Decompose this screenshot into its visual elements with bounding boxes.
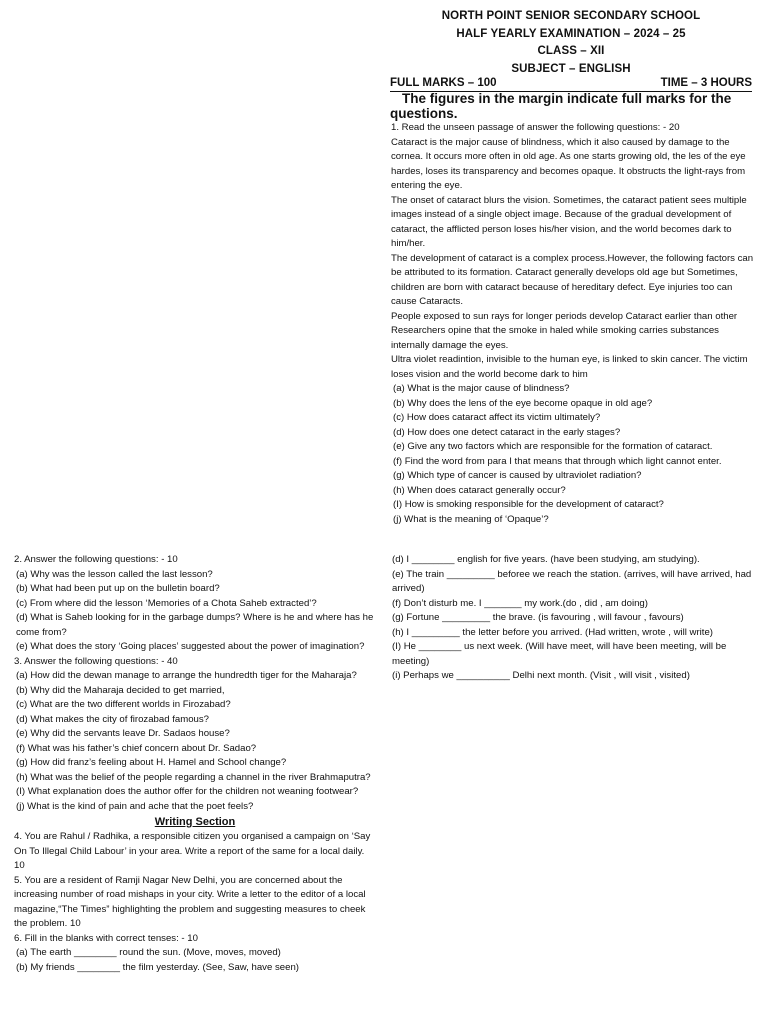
sub-question: (c) What are the two different worlds in Firozabad? <box>16 699 231 710</box>
sub-question: (e) Why did the servants leave Dr. Sadaos house? <box>16 728 230 739</box>
fill-blank-item: (d) I ________ english for five years. (have been studying, am studying). <box>392 554 700 565</box>
sub-question: (h) What was the belief of the people regarding a channel in the river Brahmaputra? <box>16 771 371 783</box>
passage-paragraph: People exposed to sun rays for longer periods develop Cataract earlier than other Researchers opine that the smoke in haled while smoking carries substances internally damage the eyes. <box>391 310 738 351</box>
passage-paragraph: The onset of cataract blurs the vision. Sometimes, the cataract patient sees multiple images instead of a single object image. Because of the gradual development of cataract, the afflicted person loses his/her vision, and the world becomes dark to him/her. <box>391 194 747 249</box>
fill-blank-item: (I) He ________ us next week. (Will have meet, will have been meeting, will be meeting) <box>392 641 727 667</box>
fill-blank-item: (g) Fortune _________ the brave. (is favouring , will favour , favours) <box>392 612 684 623</box>
sub-question: (f) Find the word from para I that means that through which light cannot enter. <box>393 455 722 467</box>
writing-section-heading: Writing Section <box>154 816 236 828</box>
passage-paragraph: Ultra violet readintion, invisible to the human eye, is linked to skin cancer. The victim loses vision and the world become dark to him <box>391 354 748 380</box>
question-5: 5. You are a resident of Ramji Nagar New Delhi, you are concerned about the increasing number of road mishaps in your city. Write a letter to the editor of a local magazine,“The Times” highlighting the problem and suggesting measures to cheek the problem. 10 <box>14 874 366 929</box>
sub-question: (j) What is the meaning of ‘Opaque’? <box>393 513 549 525</box>
sub-question: (I) What explanation does the author offer for the children not weaning footwear? <box>16 786 359 797</box>
sub-question: (b) What had been put up on the bulletin board? <box>16 583 220 594</box>
sub-question: (j) What is the kind of pain and ache that the poet feels? <box>16 800 254 812</box>
fill-blank-item: (h) I _________ the letter before you arrived. (Had written, wrote , will write) <box>392 626 714 638</box>
right-bottom-column <box>392 553 756 684</box>
sub-question: (c) From where did the lesson ‘Memories of a Chota Saheb extracted’? <box>16 597 317 609</box>
fill-blank-item: (a) The earth ________ round the sun. (Move, moves, moved) <box>16 947 281 958</box>
sub-question: (d) How does one detect cataract in the early stages? <box>393 426 621 438</box>
question-1-heading: 1. Read the unseen passage of answer the following questions: - 20 <box>391 122 680 133</box>
sub-question: (b) Why did the Maharaja decided to get married, <box>16 684 225 696</box>
fill-blank-item: (e) The train _________ beforee we reach the station. (arrives, will have arrived, had arrived) <box>392 568 752 594</box>
passage-paragraph: Cataract is the major cause of blindness, which it also caused by damage to the cornea. It occurs more often in old age. As one starts growing old, the les of the eye hardes, loses its transparency and becomes opaque. It obstructs the light-rays from entering the eye. <box>391 136 746 191</box>
sub-question: (c) How does cataract affect its victim ultimately? <box>393 412 601 423</box>
sub-question: (b) Why does the lens of the eye become opaque in old age? <box>393 397 653 409</box>
left-column <box>14 553 376 975</box>
sub-question: (e) What does the story ‘Going places’ suggested about the power of imagination? <box>16 641 365 652</box>
fill-blank-item: (f) Don’t disturb me. I _______ my work.(do , did , am doing) <box>392 597 648 609</box>
full-marks: FULL MARKS – 100 <box>390 77 497 89</box>
exam-title: HALF YEARLY EXAMINATION – 2024 – 25 <box>456 27 686 40</box>
sub-question: (a) How did the dewan manage to arrange the hundredth tiger for the Maharaja? <box>16 670 357 681</box>
sub-question: (d) What makes the city of firozabad famous? <box>16 713 210 725</box>
time-allowed: TIME – 3 HOURS <box>660 77 752 89</box>
sub-question: (a) What is the major cause of blindness? <box>393 383 570 394</box>
sub-question: (h) When does cataract generally occur? <box>393 484 566 496</box>
passage-paragraph: The development of cataract is a complex process.However, the following factors can be attributed to its formation. Cataract generally develops old age but Sometimes, children are born with cataract because of hereditary defect. Eye injuries too can cause Cataracts. <box>391 252 754 307</box>
sub-question: (g) How did franz’s feeling about H. Hamel and School change? <box>16 757 287 768</box>
sub-question: (g) Which type of cancer is caused by ultraviolet radiation? <box>393 470 642 481</box>
fill-blank-item: (b) My friends ________ the film yesterday. (See, Saw, have seen) <box>16 961 299 973</box>
question-1-block <box>391 121 756 527</box>
exam-header <box>388 8 754 78</box>
sub-question: (e) Give any two factors which are responsible for the formation of cataract. <box>393 441 713 452</box>
sub-question: (a) Why was the lesson called the last lesson? <box>16 568 213 580</box>
sub-question: (I) How is smoking responsible for the development of cataract? <box>393 499 664 510</box>
fill-blank-item: (i) Perhaps we __________ Delhi next month. (Visit , will visit , visited) <box>392 670 690 681</box>
question-6-heading: 6. Fill in the blanks with correct tenses: - 10 <box>14 932 198 944</box>
subject-label: SUBJECT – ENGLISH <box>511 62 631 75</box>
question-2-heading: 2. Answer the following questions: - 10 <box>14 554 178 565</box>
sub-question: (f) What was his father’s chief concern about Dr. Sadao? <box>16 742 257 754</box>
question-3-heading: 3. Answer the following questions: - 40 <box>14 655 178 667</box>
sub-question: (d) What is Saheb looking for in the garbage dumps? Where is he and where has he come from? <box>16 612 374 638</box>
instruction-text: The figures in the margin indicate full marks for the questions. <box>390 91 732 121</box>
school-name: NORTH POINT SENIOR SECONDARY SCHOOL <box>441 10 701 22</box>
marks-time-row <box>390 77 752 92</box>
question-4: 4. You are Rahul / Radhika, a responsible citizen you organised a campaign on ‘Say On To Illegal Child Labour’ in your area. Write a report of the same for a local daily. 10 <box>14 831 371 871</box>
class-label: CLASS – XII <box>537 45 605 57</box>
